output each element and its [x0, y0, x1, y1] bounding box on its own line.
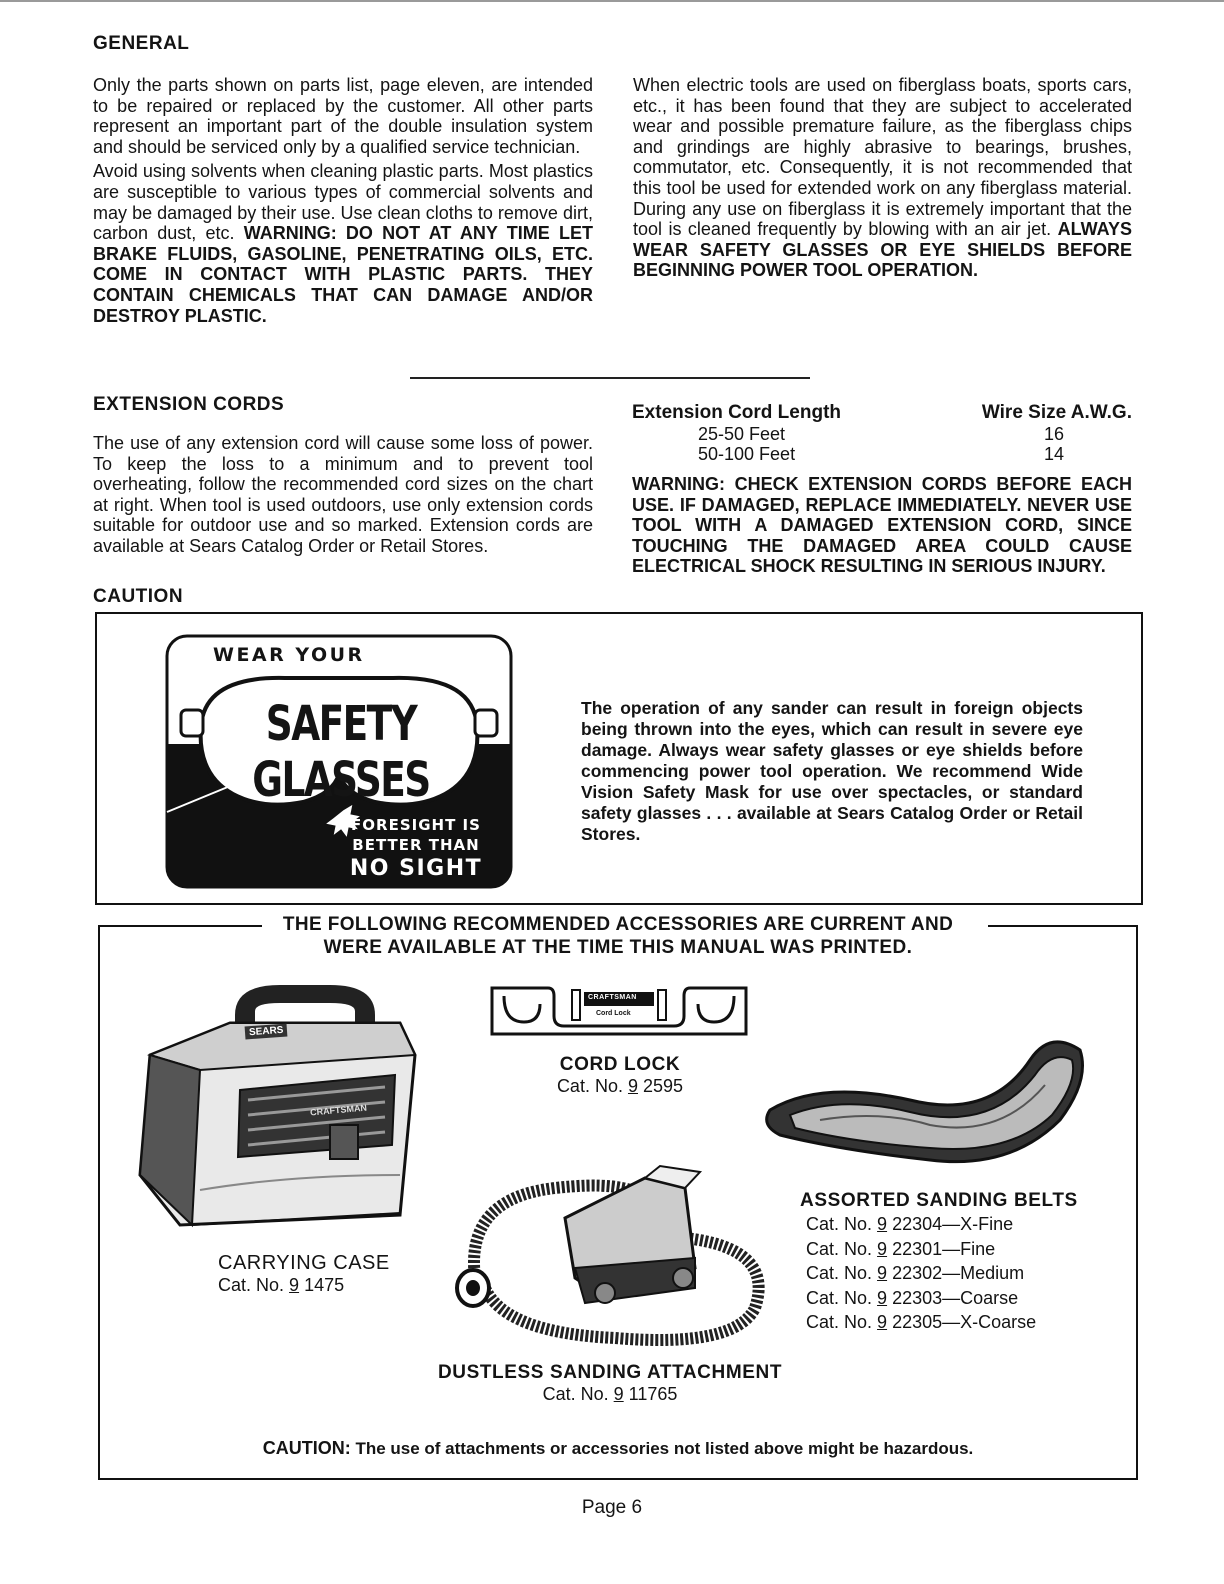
safety-glasses-poster	[165, 634, 513, 889]
belt-cat-prefix: Cat. No.	[806, 1287, 873, 1308]
accessories-title	[100, 913, 1136, 959]
carrying-case-graphic	[130, 975, 430, 1235]
sanding-belt-item	[806, 1310, 1078, 1335]
carrying-case-name: CARRYING CASE	[218, 1252, 390, 1274]
accessories-caution-text: The use of attachments or accessories not listed above might be hazardous.	[350, 1439, 974, 1458]
general-plastic-warning: WARNING: DO NOT AT ANY TIME LET BRAKE FLUIDS, GASOLINE, PENETRATING OILS, ETC. COME IN CONTACT WITH PLASTIC PARTS. THEY CONTAIN CHEMICALS THAT CAN DAMAGE AND/OR DESTROY PLASTIC.	[93, 223, 593, 326]
dustless-cat-prefix: Cat. No.	[542, 1384, 609, 1404]
poster-better-than-line: BETTER THAN	[352, 836, 480, 854]
cord-lock-cat-num: 9	[627, 1076, 638, 1096]
carrying-case-illustration	[130, 975, 430, 1235]
carrying-case-cat-prefix: Cat. No.	[218, 1275, 285, 1295]
extension-cord-warning: WARNING: CHECK EXTENSION CORDS BEFORE EACH USE. IF DAMAGED, REPLACE IMMEDIATELY. NEVER USE TOOL WITH A DAMAGED EXTENSION CORD, SINCE TOUCHING THE DAMAGED AREA COULD CAUSE ELECTRICAL SHOCK RESULTING IN SERIOUS INJURY.	[632, 474, 1132, 577]
carrying-case-label	[218, 1252, 390, 1296]
belt-cat-num: 9	[877, 1214, 888, 1234]
sanding-belts-label	[800, 1190, 1078, 1335]
cord-table-col-length: Extension Cord Length	[632, 402, 841, 423]
sanding-belt-item	[806, 1261, 1078, 1286]
accessories-title-line-1: THE FOLLOWING RECOMMENDED ACCESSORIES ARE CURRENT AND	[282, 914, 954, 935]
cord-table-col-size: Wire Size A.W.G.	[981, 402, 1132, 423]
accessories-caution	[100, 1438, 1136, 1459]
cord-lock-subbrand: Cord Lock	[596, 1010, 631, 1017]
belt-cat-prefix: Cat. No.	[806, 1263, 873, 1283]
carrying-case-cat-num: 9	[289, 1275, 300, 1295]
cord-lock-cat-rest: 2595	[638, 1076, 684, 1096]
belt-cat-num: 9	[877, 1238, 888, 1259]
general-paragraph-2	[93, 161, 593, 326]
cord-row-size: 14	[1044, 444, 1065, 464]
accessories-title-line-2: WERE AVAILABLE AT THE TIME THIS MANUAL WAS PRINTED.	[323, 937, 913, 958]
general-right-column	[633, 75, 1132, 281]
carrying-case-cat	[218, 1275, 390, 1296]
cord-size-table	[632, 402, 1132, 577]
belt-cat-rest: 22305—X-Coarse	[887, 1312, 1037, 1332]
extension-heading: EXTENSION CORDS	[93, 394, 285, 415]
dustless-attachment-illustration	[445, 1158, 785, 1348]
belt-cat-rest: 22303—Coarse	[887, 1287, 1019, 1308]
dustless-attachment-graphic	[445, 1158, 785, 1348]
belt-cat-rest: 22304—X-Fine	[887, 1214, 1014, 1234]
poster-foresight	[341, 815, 491, 883]
sanding-belt-item	[806, 1212, 1078, 1237]
cord-lock-name: CORD LOCK	[559, 1054, 681, 1075]
page-number: Page 6	[581, 1497, 643, 1518]
fiberglass-paragraph	[633, 75, 1132, 281]
sanding-belts-list	[806, 1212, 1078, 1335]
accessories-caution-label: CAUTION:	[262, 1438, 351, 1458]
sanding-belt-graphic	[760, 1020, 1100, 1170]
case-brand-badge: SEARS	[245, 1024, 288, 1040]
belt-cat-rest: 22301—Fine	[887, 1238, 996, 1259]
belt-cat-prefix: Cat. No.	[806, 1238, 873, 1259]
cord-lock-brand: CRAFTSMAN	[588, 994, 637, 1001]
poster-no-sight-line: NO SIGHT	[349, 856, 483, 881]
cord-table-row	[632, 424, 1132, 444]
cord-lock-label	[520, 1054, 720, 1097]
caution-heading: CAUTION	[93, 586, 184, 607]
cord-lock-cat	[520, 1076, 720, 1097]
dustless-cat-rest: 11765	[623, 1384, 678, 1404]
sanding-belt-item	[806, 1286, 1078, 1311]
belt-cat-num: 9	[877, 1287, 888, 1308]
cord-lock-illustration	[488, 980, 750, 1042]
poster-wear-your: WEAR YOUR	[213, 644, 365, 666]
belt-cat-num: 9	[877, 1263, 888, 1283]
dustless-name: DUSTLESS SANDING ATTACHMENT	[437, 1362, 783, 1383]
dustless-cat-num: 9	[613, 1384, 624, 1404]
general-left-column	[93, 75, 593, 326]
extension-left-column	[93, 433, 593, 557]
belt-cat-prefix: Cat. No.	[806, 1214, 873, 1234]
sanding-belt-illustration	[760, 1020, 1100, 1170]
fiberglass-text: When electric tools are used on fiberglass boats, sports cars, etc., it has been found that they are subject to accelerated wear and possible premature failure, as the fiberglass chips and grindings are highly abrasive to bearings, brushes, commutator, etc. Consequently, it is not recommended that this tool be used for extended work on any fiberglass material. During any use on fiberglass it is extremely important that the tool is cleaned frequently by blowing with an air jet.	[633, 75, 1132, 240]
general-heading: GENERAL	[93, 33, 190, 54]
belt-cat-num: 9	[877, 1312, 888, 1332]
cord-table-header	[632, 402, 1132, 424]
cord-row-size: 16	[1044, 424, 1065, 444]
cord-lock-cat-prefix: Cat. No.	[556, 1076, 623, 1096]
caution-text: The operation of any sander can result in foreign objects being thrown into the eyes, which can result in severe eye damage. Always wear safety glasses or eye shields before commencing power tool operation. We recommend Wide Vision Safety Mask for use over spectacles, or standard safety glasses . . . available at Sears Catalog Order or Retail Stores.	[581, 698, 1083, 844]
cord-table-row	[632, 444, 1132, 464]
extension-paragraph: The use of any extension cord will cause some loss of power. To keep the loss to a minimum and to prevent tool overheating, follow the recommended cord sizes on the chart at right. When tool is used outdoors, use only extension cords suitable for outdoor use and so marked. Extension cords are available at Sears Catalog Order or Retail Stores.	[93, 433, 593, 556]
top-rule	[0, 0, 1224, 2]
dustless-label	[420, 1362, 800, 1405]
belt-cat-prefix: Cat. No.	[806, 1312, 873, 1332]
sanding-belts-name: ASSORTED SANDING BELTS	[800, 1190, 1078, 1211]
cord-row-length: 50-100 Feet	[698, 444, 796, 464]
poster-foresight-line: FORESIGHT IS	[351, 816, 481, 834]
section-divider	[410, 377, 810, 379]
cord-row-length: 25-50 Feet	[698, 424, 786, 444]
fiberglass-warning: ALWAYS WEAR SAFETY GLASSES OR EYE SHIELDS BEFORE BEGINNING POWER TOOL OPERATION.	[633, 219, 1132, 281]
general-paragraph-2-text: Avoid using solvents when cleaning plastic parts. Most plastics are susceptible to various types of commercial solvents and may be damaged by their use. Use clean cloths to remove dirt, carbon dust, etc.	[93, 161, 593, 244]
dustless-cat	[420, 1384, 800, 1405]
caution-text-block	[581, 698, 1083, 845]
general-paragraph-1: Only the parts shown on parts list, page eleven, are intended to be repaired or replaced by the customer. All other parts represent an important part of the double insulation system and should be serviced only by a qualified service technician.	[93, 75, 593, 157]
case-subbrand-badge: CRAFTSMAN	[309, 1102, 368, 1118]
poster-safety-glasses: SAFETY GLASSES	[252, 696, 430, 808]
sanding-belt-item	[806, 1237, 1078, 1262]
carrying-case-cat-rest: 1475	[299, 1275, 345, 1295]
belt-cat-rest: 22302—Medium	[887, 1263, 1025, 1283]
